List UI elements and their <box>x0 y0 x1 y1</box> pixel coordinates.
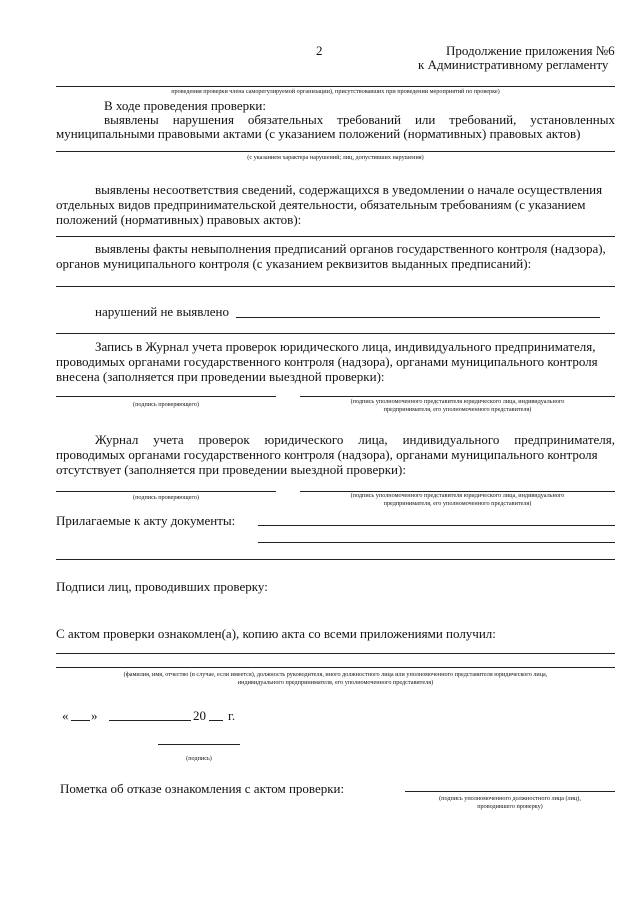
attached-docs-line-1 <box>258 525 615 526</box>
inconsistencies-line-3: положений (нормативных) правовых актов): <box>56 212 302 227</box>
date-year-blank <box>209 720 223 721</box>
attached-docs-line-3 <box>56 559 615 560</box>
fill-line-present <box>56 86 615 87</box>
inspector-signature-caption-2: (подпись проверяющего) <box>133 494 199 501</box>
rep-signature-line-1 <box>300 396 615 397</box>
refusal-line <box>405 791 615 792</box>
signature-caption: (подпись) <box>186 755 212 762</box>
noncompliance-line-2: органов муниципального контроля (с указанием реквизитов выданных предписаний): <box>56 256 532 271</box>
page-number: 2 <box>316 43 323 58</box>
violations-caption: (с указанием характера нарушений; лиц, допустивших нарушения) <box>247 154 424 161</box>
journal-entry-line-2: проводимых органами государственного контроля (надзора), органами муниципального контроля <box>56 354 598 369</box>
intro-text: В ходе проведения проверки: <box>104 98 267 113</box>
fill-line-no-violations <box>236 317 600 318</box>
header-line-2: к Административному регламенту <box>418 57 609 72</box>
inspector-signature-line-2 <box>56 491 276 492</box>
violations-line-1: выявлены нарушения обязательных требований или требований, установленных <box>104 112 615 127</box>
no-violations-text: нарушений не выявлено <box>95 304 229 319</box>
inspectors-signatures-label: Подписи лиц, проводивших проверку: <box>56 579 268 594</box>
acknowledged-text: С актом проверки ознакомлен(а), копию акта со всеми приложениями получил: <box>56 626 496 641</box>
rep-signature-caption-2a: (подпись уполномоченного представителя юридического лица, индивидуального <box>350 492 565 499</box>
journal-absent-line-2: проводимых органами государственного контроля (надзора), органами муниципального контроля <box>56 447 598 462</box>
attached-docs-line-2 <box>258 542 615 543</box>
refusal-caption-1: (подпись уполномоченного должностного лица (лиц), <box>439 795 581 802</box>
date-open-quote: « <box>62 708 69 723</box>
acknowledged-line-1 <box>56 653 615 654</box>
violations-line-2: муниципальными правовыми актами (с указанием положений (нормативных) правовых актов) <box>56 126 581 141</box>
fill-line-no-violations-2 <box>56 333 615 334</box>
date-close-quote: » <box>91 708 98 723</box>
rep-signature-caption-2b: предпринимателя, его уполномоченного представителя) <box>383 500 532 507</box>
rep-signature-caption-1b: предпринимателя, его уполномоченного представителя) <box>383 406 532 413</box>
header-line-1: Продолжение приложения №6 <box>446 43 615 58</box>
acknowledged-line-2 <box>56 667 615 668</box>
journal-entry-line-3: внесена (заполняется при проведении выездной проверки): <box>56 369 385 384</box>
date-day-blank <box>71 720 90 721</box>
refusal-text: Пометка об отказе ознакомления с актом проверки: <box>60 781 345 796</box>
fill-line-violations <box>56 151 615 152</box>
inconsistencies-line-1: выявлены несоответствия сведений, содержащихся в уведомлении о начале осуществления <box>95 182 603 197</box>
acknowledged-caption-2: индивидуального предпринимателя, его уполномоченного представителя) <box>237 679 434 686</box>
journal-entry-line-1: Запись в Журнал учета проверок юридического лица, индивидуального предпринимателя, <box>95 339 596 354</box>
fill-line-inconsistencies <box>56 236 615 237</box>
refusal-caption-2: проводившего проверку) <box>477 803 543 810</box>
inspector-signature-line-1 <box>56 396 276 397</box>
date-year-suffix: г. <box>228 708 236 723</box>
rep-signature-caption-1a: (подпись уполномоченного представителя юридического лица, индивидуального <box>350 398 565 405</box>
attached-docs-label: Прилагаемые к акту документы: <box>56 513 236 528</box>
signature-line <box>158 744 240 745</box>
acknowledged-caption-1: (фамилия, имя, отчество (в случае, если имеется), должность руководителя, иного должностного лица или уполномоченного представителя юридического лица, <box>123 671 548 678</box>
journal-absent-line-3: отсутствует (заполняется при проведении выездной проверки): <box>56 462 406 477</box>
inspector-signature-caption-1: (подпись проверяющего) <box>133 401 199 408</box>
fill-line-noncompliance <box>56 286 615 287</box>
date-year-prefix: 20 <box>193 708 206 723</box>
inconsistencies-line-2: отдельных видов предпринимательской деятельности, обязательным требованиям (с указанием <box>56 197 586 212</box>
journal-absent-line-1: Журнал учета проверок юридического лица, индивидуального предпринимателя, <box>95 432 615 447</box>
caption-present: проведения проверки члена саморегулируемой организации), присутствовавших при проведении мероприятий по проверке) <box>171 88 500 95</box>
noncompliance-line-1: выявлены факты невыполнения предписаний органов государственного контроля (надзора), <box>95 241 606 256</box>
date-month-blank <box>109 720 191 721</box>
